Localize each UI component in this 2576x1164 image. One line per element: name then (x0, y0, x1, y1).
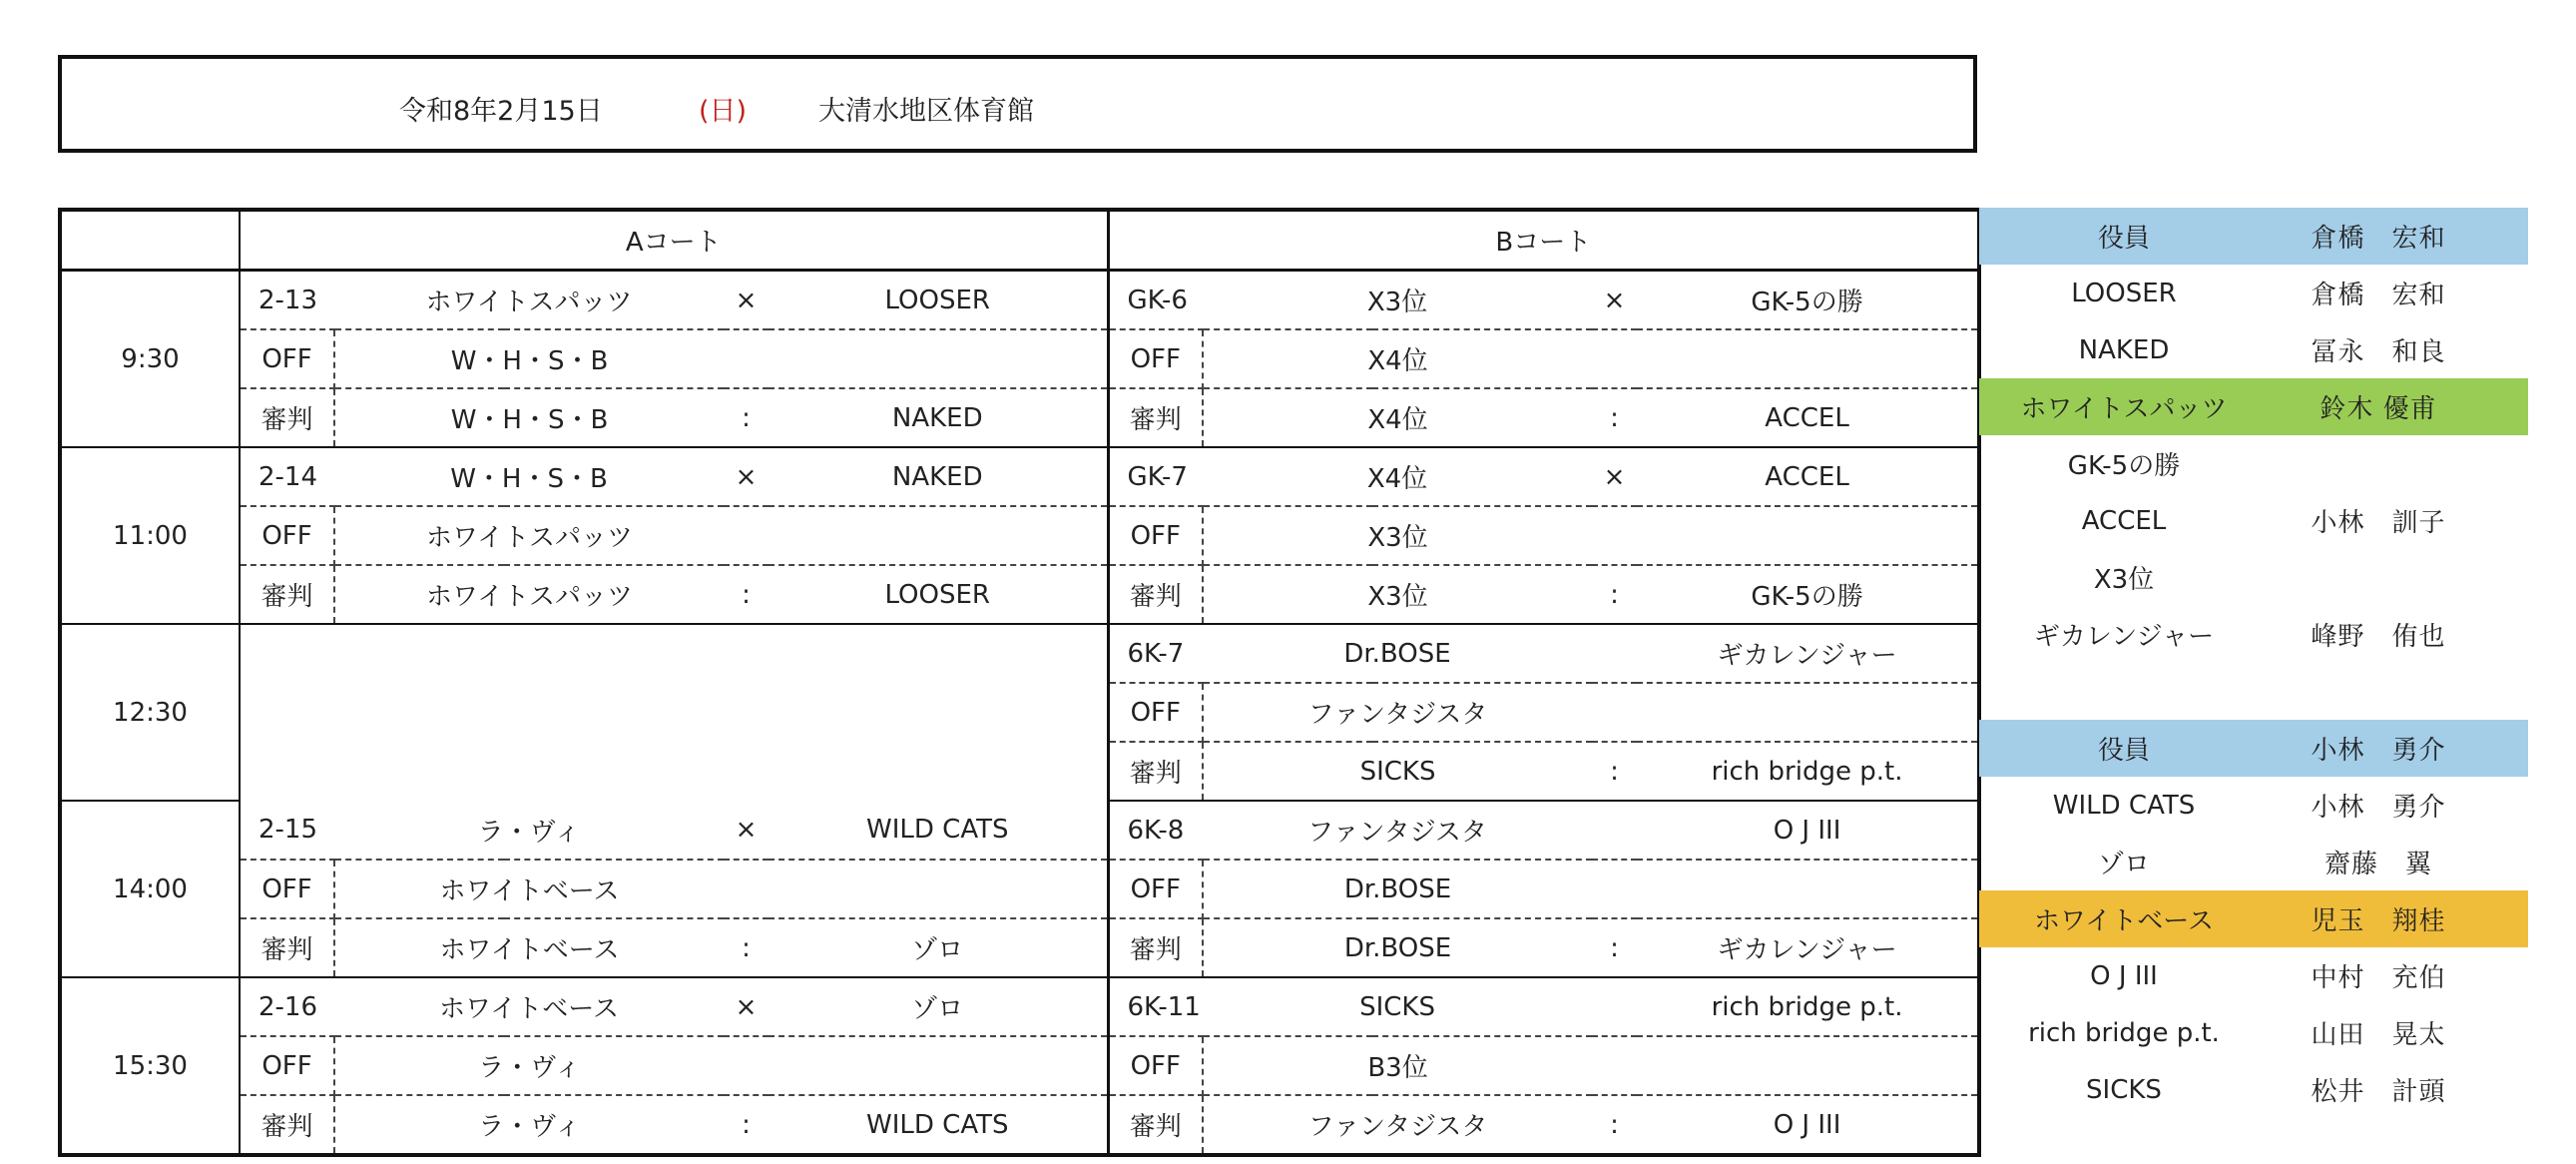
referee-team-2: rich bridge p.t. (1637, 742, 1979, 801)
officials-row (1979, 492, 2528, 549)
versus-mark: × (1592, 447, 1637, 506)
team-away: ACCEL (1637, 447, 1979, 506)
referee-separator: : (724, 918, 769, 977)
off-label: OFF (1108, 329, 1203, 388)
off-team: X3位 (1203, 506, 1592, 565)
referee-team-1: ファンタジスタ (1307, 1112, 1488, 1142)
referee-label: 審判 (240, 918, 334, 977)
officials-row (1979, 890, 2528, 947)
referee-team-2: LOOSER (769, 565, 1108, 624)
referee-team-1: ラ・ヴィ (478, 1112, 581, 1142)
off-spacer (1637, 1036, 1979, 1095)
referee-team-1: ホワイトスパッツ (334, 565, 724, 624)
referee-team-2: NAKED (769, 388, 1108, 447)
schedule-row (60, 506, 1979, 565)
off-team: X4位 (1203, 329, 1592, 388)
versus-mark (1592, 801, 1637, 860)
court-a-header: Aコート (240, 210, 1108, 271)
officials-row (1979, 265, 2528, 321)
court-b-header: Bコート (1108, 210, 1979, 271)
officials-row (1979, 606, 2528, 663)
off-label: OFF (240, 506, 334, 565)
official-person: 山田 晃太 (2311, 1020, 2446, 1050)
official-team: ホワイトスパッツ (2020, 394, 2228, 424)
referee-label: 審判 (240, 565, 334, 624)
off-spacer (769, 1036, 1108, 1095)
schedule-row (60, 624, 1979, 683)
officials-header-row (1979, 208, 2528, 265)
referee-team-2: ACCEL (1637, 388, 1979, 447)
referee-team-2: O J III (1773, 1109, 1841, 1140)
off-spacer (1637, 329, 1979, 388)
versus-mark: × (1592, 271, 1637, 330)
schedule-row (60, 860, 1979, 918)
official-person: 倉橋 宏和 (2311, 281, 2446, 310)
referee-label: 審判 (1108, 742, 1203, 801)
officials-row (1979, 947, 2528, 1004)
team-home: ファンタジスタ (1203, 801, 1592, 860)
match-code: GK-6 (1108, 271, 1203, 330)
off-spacer (724, 329, 769, 388)
officials-row (1979, 435, 2528, 492)
official-person: 小林 勇介 (2311, 736, 2446, 766)
official-team: GK-5の勝 (2067, 451, 2181, 481)
off-spacer (724, 506, 769, 565)
time-slot: 14:00 (60, 801, 240, 977)
team-away: rich bridge p.t. (1637, 977, 1979, 1036)
off-spacer (769, 506, 1108, 565)
team-away: ゾロ (769, 977, 1108, 1036)
versus-mark: × (724, 271, 769, 330)
time-slot: 12:30 (60, 624, 240, 801)
match-code: 2-13 (240, 271, 334, 330)
schedule-table (58, 208, 1981, 1157)
off-label: OFF (1108, 1036, 1203, 1095)
off-team: W・H・S・B (334, 329, 724, 388)
referee-separator: : (1592, 918, 1637, 977)
official-team: O J III (2090, 960, 2158, 991)
team-away: NAKED (769, 447, 1108, 506)
off-team: ラ・ヴィ (334, 1036, 724, 1095)
referee-separator: : (1592, 388, 1637, 447)
off-spacer (1592, 1036, 1637, 1095)
court-a-empty (240, 624, 1108, 801)
official-team: ACCEL (2081, 505, 2167, 536)
versus-mark (1592, 624, 1637, 683)
official-team: LOOSER (2071, 278, 2177, 308)
off-spacer (1637, 683, 1979, 742)
off-label: OFF (240, 329, 334, 388)
off-label: OFF (1108, 860, 1203, 918)
team-home: SICKS (1203, 977, 1592, 1036)
match-code: 2-16 (240, 977, 334, 1036)
officials-row (1979, 378, 2528, 435)
referee-team-2: ゾロ (769, 918, 1108, 977)
officials-row (1979, 834, 2528, 890)
referee-separator: : (724, 565, 769, 624)
off-team: ホワイトベース (334, 860, 724, 918)
official-team: WILD CATS (2052, 790, 2196, 821)
off-team: B3位 (1203, 1036, 1592, 1095)
team-home: W・H・S・B (334, 447, 724, 506)
off-spacer (1592, 683, 1637, 742)
official-person: 小林 訓子 (2311, 508, 2446, 538)
referee-separator: : (1610, 1109, 1619, 1140)
official-team: SICKS (2086, 1074, 2162, 1105)
team-home: X3位 (1203, 271, 1592, 330)
team-home: Dr.BOSE (1203, 624, 1592, 683)
match-code: 6K-7 (1108, 624, 1203, 683)
schedule-row (60, 918, 1979, 977)
off-label: OFF (1108, 683, 1203, 742)
referee-team-1: ホワイトベース (334, 918, 724, 977)
officials-row (1979, 321, 2528, 378)
match-code: 6K-11 (1108, 977, 1203, 1036)
schedule-row (60, 565, 1979, 624)
schedule-row (60, 388, 1979, 447)
off-spacer (1592, 329, 1637, 388)
match-code: GK-7 (1108, 447, 1203, 506)
off-team: Dr.BOSE (1203, 860, 1592, 918)
schedule-row (60, 1095, 1979, 1155)
team-home: ラ・ヴィ (334, 801, 724, 860)
event-date: 令和8年2月15日 (399, 96, 603, 127)
versus-mark (1592, 977, 1637, 1036)
off-spacer (724, 860, 769, 918)
referee-separator: : (724, 388, 769, 447)
referee-team-2: WILD CATS (866, 1109, 1009, 1140)
referee-separator: : (1592, 742, 1637, 801)
event-weekday: (日) (699, 96, 748, 127)
referee-label: 審判 (1108, 565, 1203, 624)
header-corner-cell (60, 210, 240, 271)
official-team: ギカレンジャー (2033, 622, 2215, 652)
off-label: OFF (240, 1036, 334, 1095)
schedule-row (60, 329, 1979, 388)
official-person: 児玉 翔桂 (2311, 906, 2446, 936)
header-box (58, 55, 1977, 153)
court-header-row (60, 210, 1979, 271)
official-team: X3位 (2093, 565, 2155, 595)
match-code: 2-14 (240, 447, 334, 506)
schedule-row (60, 271, 1979, 330)
official-team: 役員 (2097, 736, 2150, 766)
versus-mark: × (724, 801, 769, 860)
officials-column (1979, 208, 2528, 1118)
versus-mark: × (724, 447, 769, 506)
time-slot: 9:30 (60, 271, 240, 448)
team-home: ホワイトスパッツ (334, 271, 724, 330)
officials-header-row (1979, 720, 2528, 777)
team-away: WILD CATS (769, 801, 1108, 860)
official-person: 鈴木 優甫 (2319, 394, 2437, 424)
referee-label: 審判 (240, 1095, 334, 1155)
officials-row (1979, 777, 2528, 834)
referee-separator: : (742, 1109, 751, 1140)
referee-team-2: GK-5の勝 (1637, 565, 1979, 624)
off-spacer (1592, 860, 1637, 918)
referee-separator: : (1592, 565, 1637, 624)
official-team: ホワイトベース (2034, 906, 2214, 936)
referee-team-2: ギカレンジャー (1637, 918, 1979, 977)
team-away: GK-5の勝 (1637, 271, 1979, 330)
referee-team-1: SICKS (1203, 742, 1592, 801)
time-slot: 11:00 (60, 447, 240, 624)
schedule-row (60, 977, 1979, 1036)
off-team: ファンタジスタ (1203, 683, 1592, 742)
official-team: ゾロ (2097, 850, 2150, 879)
referee-team-1: X3位 (1203, 565, 1592, 624)
official-team: NAKED (2078, 334, 2170, 365)
referee-team-1: Dr.BOSE (1203, 918, 1592, 977)
off-spacer (1592, 506, 1637, 565)
time-slot: 15:30 (60, 977, 240, 1155)
schedule-row (60, 1036, 1979, 1095)
official-team: 役員 (2097, 224, 2150, 254)
referee-team-1: W・H・S・B (334, 388, 724, 447)
versus-mark: × (724, 977, 769, 1036)
official-person: 峰野 侑也 (2311, 622, 2446, 652)
off-team: ホワイトスパッツ (334, 506, 724, 565)
referee-label: 審判 (1108, 918, 1203, 977)
schedule-row (60, 801, 1979, 860)
referee-label: 審判 (1108, 388, 1203, 447)
officials-row (1979, 549, 2528, 606)
referee-team-1: X4位 (1203, 388, 1592, 447)
official-person: 齋藤 翼 (2323, 850, 2432, 879)
official-person: 倉橋 宏和 (2311, 224, 2446, 254)
official-person: 中村 充伯 (2311, 963, 2446, 993)
team-away: O J III (1637, 801, 1979, 860)
team-away: LOOSER (769, 271, 1108, 330)
team-home: ホワイトベース (334, 977, 724, 1036)
off-spacer (724, 1036, 769, 1095)
officials-row (1979, 663, 2528, 720)
team-home: X4位 (1203, 447, 1592, 506)
officials-row (1979, 1061, 2528, 1118)
off-spacer (1637, 860, 1979, 918)
event-venue: 大清水地区体育館 (818, 96, 1034, 127)
match-code: 2-15 (240, 801, 334, 860)
off-spacer (769, 329, 1108, 388)
official-person: 松井 計頭 (2311, 1077, 2446, 1107)
schedule-row (60, 447, 1979, 506)
referee-label: 審判 (240, 388, 334, 447)
off-spacer (769, 860, 1108, 918)
official-person: 小林 勇介 (2311, 793, 2446, 823)
official-person: 冨永 和良 (2311, 337, 2446, 367)
off-spacer (1637, 506, 1979, 565)
off-label: OFF (1108, 506, 1203, 565)
team-away: ギカレンジャー (1637, 624, 1979, 683)
officials-row (1979, 1004, 2528, 1061)
referee-label: 審判 (1108, 1095, 1203, 1155)
official-team: rich bridge p.t. (2028, 1017, 2220, 1048)
off-label: OFF (240, 860, 334, 918)
match-code: 6K-8 (1108, 801, 1203, 860)
